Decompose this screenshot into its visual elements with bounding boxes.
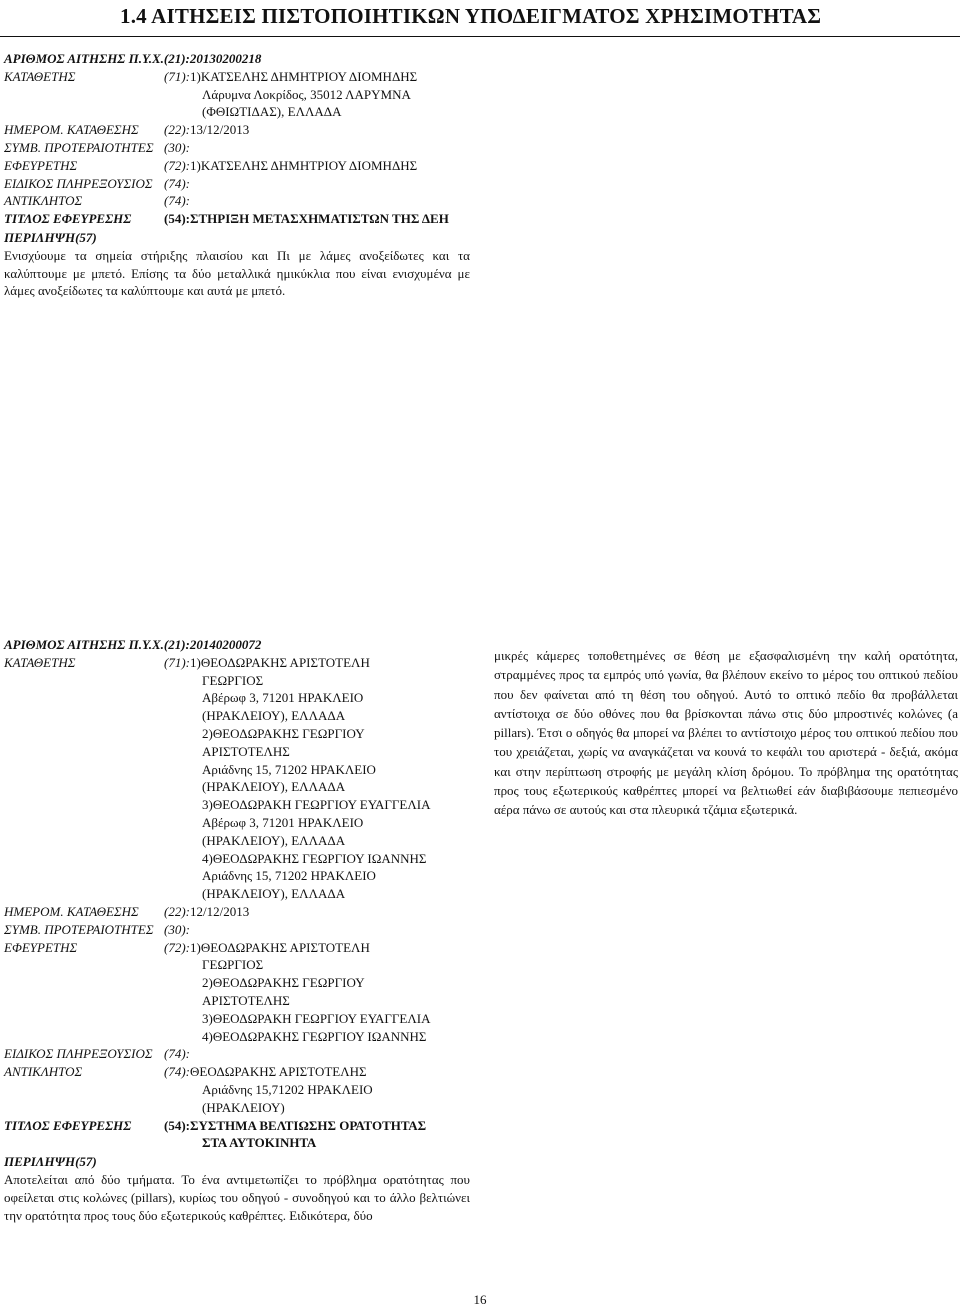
application-number: 20140200072 <box>189 637 262 652</box>
applicant-line: Αριάδνης 15, 71202 ΗΡΑΚΛΕΙΟ <box>202 868 376 884</box>
application-number-line <box>4 50 470 68</box>
representative-line: Αριάδνης 15,71202 ΗΡΑΚΛΕΙΟ <box>202 1081 373 1097</box>
applicant-line: 3)ΘΕΟΔΩΡΑΚΗ ΓΕΩΡΓΙΟΥ ΕΥΑΓΓΕΛΙΑ <box>202 797 431 813</box>
filing-date-row <box>4 121 470 139</box>
application-record-2 <box>4 636 470 1224</box>
inventor-line: ΑΡΙΣΤΟΤΕΛΗΣ <box>202 992 290 1008</box>
applicant-label: ΚΑΤΑΘΕΤΗΣ <box>4 654 76 670</box>
applicant-value <box>164 654 470 903</box>
representative-line: ΘΕΟΔΩΡΑΚΗΣ ΑΡΙΣΤΟΤΕΛΗΣ <box>190 1064 367 1080</box>
applicant-line: (ΗΡΑΚΛΕΙΟΥ), ΕΛΛΑΔΑ <box>202 832 346 848</box>
representative-code: (74): <box>164 1064 190 1080</box>
applicant-line: ΑΡΙΣΤΟΤΕΛΗΣ <box>202 743 290 759</box>
priorities-code: (30): <box>164 139 190 155</box>
inventor-label: ΕΦΕΥΡΕΤΗΣ <box>4 939 78 955</box>
priorities-row <box>4 921 470 939</box>
title-label: ΤΙΤΛΟΣ ΕΦΕΥΡΕΣΗΣ <box>4 211 132 227</box>
filing-date: 12/12/2013 <box>190 903 250 919</box>
inventor-row <box>4 939 470 1046</box>
applicant-line: Αβέρωφ 3, 71201 ΗΡΑΚΛΕΙΟ <box>202 690 364 706</box>
title-row <box>4 210 470 228</box>
representative-label: ΑΝΤΙΚΛΗΤΟΣ <box>4 1064 83 1080</box>
section-title: 1.4 ΑΙΤΗΣΕΙΣ ΠΙΣΤΟΠΟΙΗΤΙΚΩΝ ΥΠΟΔΕΙΓΜΑΤΟΣ ΧΡΗΣΙΜΟΤΗΤΑΣ <box>120 4 822 28</box>
abstract-label: ΠΕΡΙΛΗΨΗ(57) <box>4 229 97 245</box>
application-number: 20130200218 <box>189 51 262 66</box>
applicant-code: (71): <box>164 68 190 84</box>
invention-title: ΣΥΣΤΗΜΑ ΒΕΛΤΙΩΣΗΣ ΟΡΑΤΟΤΗΤΑΣ <box>190 1117 427 1133</box>
inventor-line: 1)ΚΑΤΣΕΛΗΣ ΔΗΜΗΤΡΙΟΥ ΔΙΟΜΗΔΗΣ <box>190 157 418 173</box>
applicant-line: (ΗΡΑΚΛΕΙΟΥ), ΕΛΛΑΔΑ <box>202 708 346 724</box>
applicant-line: (ΦΘΙΩΤΙΔΑΣ), ΕΛΛΑΔΑ <box>202 104 342 120</box>
agent-code: (74): <box>164 175 190 191</box>
inventor-label: ΕΦΕΥΡΕΤΗΣ <box>4 157 78 173</box>
filing-date-code: (22): <box>164 122 190 138</box>
applicant-line: 1)ΘΕΟΔΩΡΑΚΗΣ ΑΡΙΣΤΟΤΕΛΗ <box>190 654 370 670</box>
inventor-line: 3)ΘΕΟΔΩΡΑΚΗ ΓΕΩΡΓΙΟΥ ΕΥΑΓΓΕΛΙΑ <box>202 1010 431 1026</box>
abstract-text: Αποτελείται από δύο τμήματα. Το ένα αντιμετωπίζει το πρόβλημα ορατότητας που οφείλεται στις κολώνες (pillars), κυρίως του οδηγού - συνοδηγού και το άλλο βελτιώνει την ορατότητα προς τους δύο εξωτερικούς καθρέπτες. Ειδικότερα, δύο <box>4 1171 470 1223</box>
header-rule <box>0 36 960 37</box>
priorities-code: (30): <box>164 921 190 937</box>
applicant-row <box>4 68 470 121</box>
filing-date-code: (22): <box>164 903 190 919</box>
inventor-line: ΓΕΩΡΓΙΟΣ <box>202 957 264 973</box>
filing-date-row <box>4 903 470 921</box>
agent-code: (74): <box>164 1046 190 1062</box>
applicant-line: 4)ΘΕΟΔΩΡΑΚΗΣ ΓΕΩΡΓΙΟΥ ΙΩΑΝΝΗΣ <box>202 850 427 866</box>
inventor-code: (72): <box>164 157 190 173</box>
applicant-line: ΓΕΩΡΓΙΟΣ <box>202 672 264 688</box>
agent-label: ΕΙΔΙΚΟΣ ΠΛΗΡΕΞΟΥΣΙΟΣ <box>4 175 153 191</box>
application-number-line <box>4 636 470 654</box>
inventor-code: (72): <box>164 939 190 955</box>
title-row <box>4 1117 470 1153</box>
page-number: 16 <box>473 1292 487 1307</box>
application-number-label: ΑΡΙΘΜΟΣ ΑΙΤΗΣΗΣ Π.Υ.Χ.(21): <box>4 51 190 66</box>
inventor-row <box>4 157 470 175</box>
applicant-line: Λάρυμνα Λοκρίδος, 35012 ΛΑΡΥΜΝΑ <box>202 86 411 102</box>
representative-label: ΑΝΤΙΚΛΗΤΟΣ <box>4 193 83 209</box>
invention-title: ΣΤΗΡΙΞΗ ΜΕΤΑΣΧΗΜΑΤΙΣΤΩΝ ΤΗΣ ΔΕΗ <box>190 211 449 227</box>
representative-line: (ΗΡΑΚΛΕΙΟΥ) <box>202 1099 285 1115</box>
title-code: (54): <box>164 211 190 227</box>
agent-row <box>4 1045 470 1063</box>
inventor-line: 1)ΘΕΟΔΩΡΑΚΗΣ ΑΡΙΣΤΟΤΕΛΗ <box>190 939 370 955</box>
applicant-line: 1)ΚΑΤΣΕΛΗΣ ΔΗΜΗΤΡΙΟΥ ΔΙΟΜΗΔΗΣ <box>190 68 418 84</box>
applicant-line: 2)ΘΕΟΔΩΡΑΚΗΣ ΓΕΩΡΓΙΟΥ <box>202 725 365 741</box>
agent-label: ΕΙΔΙΚΟΣ ΠΛΗΡΕΞΟΥΣΙΟΣ <box>4 1046 153 1062</box>
filing-date: 13/12/2013 <box>190 122 250 138</box>
filing-date-label: ΗΜΕΡΟΜ. ΚΑΤΑΘΕΣΗΣ <box>4 903 139 919</box>
inventor-line: 2)ΘΕΟΔΩΡΑΚΗΣ ΓΕΩΡΓΙΟΥ <box>202 975 365 991</box>
title-label: ΤΙΤΛΟΣ ΕΦΕΥΡΕΣΗΣ <box>4 1117 132 1133</box>
abstract-continuation: μικρές κάμερες τοποθετημένες σε θέση με εξασφαλισμένη την καλή ορατότητα, στραμμένες προς τα εμπρός υπό γωνία, θα βλέπουν εκείνο το μέρος του οπτικού πεδίου που δεν φαίνεται από τη θέση του οδηγού. Αυτό το οπτικό πεδίο θα προβάλλεται αντίστοιχα σε δύο οθόνες που θα βρίσκονται πάνω στις δύο μπροστινές κολώνες (a pillars). Έτσι ο οδηγός θα μπορεί να βλέπει το αντίστοιχο μέρος του οπτικού πεδίου που του χρειάζεται, χωρίς να αναγκάζεται να κουνά το κεφάλι του αριστερά - δεξιά, ακόμα και στην περίπτωση στροφής με μεγάλη κλίση δρόμου. Το πρόβλημα της ορατότητας προς τους εξωτερικούς καθρέπτες μπορεί να βελτιωθεί εάν διαβιβάσουμε πεπιεσμένο αέρα πάνω σε αυτούς και στα πλευρικά τζάμια εξωτερικά. <box>494 648 958 818</box>
applicant-line: (ΗΡΑΚΛΕΙΟΥ), ΕΛΛΑΔΑ <box>202 779 346 795</box>
applicant-line: Αριάδνης 15, 71202 ΗΡΑΚΛΕΙΟ <box>202 761 376 777</box>
application-record-1 <box>4 50 470 300</box>
applicant-row <box>4 654 470 903</box>
abstract-label: ΠΕΡΙΛΗΨΗ(57) <box>4 1154 97 1170</box>
priorities-label: ΣΥΜΒ. ΠΡΟΤΕΡΑΙΟΤΗΤΕΣ <box>4 139 154 155</box>
title-code: (54): <box>164 1117 190 1133</box>
applicant-code: (71): <box>164 654 190 670</box>
applicant-line: (ΗΡΑΚΛΕΙΟΥ), ΕΛΛΑΔΑ <box>202 886 346 902</box>
agent-row <box>4 175 470 193</box>
representative-row <box>4 1063 470 1116</box>
applicant-label: ΚΑΤΑΘΕΤΗΣ <box>4 68 76 84</box>
representative-code: (74): <box>164 193 190 209</box>
application-number-label: ΑΡΙΘΜΟΣ ΑΙΤΗΣΗΣ Π.Υ.Χ.(21): <box>4 637 190 652</box>
invention-title: ΣΤΑ ΑΥΤΟΚΙΝΗΤΑ <box>202 1135 317 1151</box>
abstract-text: Ενισχύουμε τα σημεία στήριξης πλαισίου και Πι με λάμες ανοξείδωτες και τα καλύπτουμε με μπετό. Επίσης τα δύο μεταλλικά ημικύκλια που είναι ενισχυμένα με λάμες ανοξείδωτες τα καλύπτουμε και αυτά με μπετό. <box>4 247 470 299</box>
applicant-value <box>164 68 470 121</box>
applicant-line: Αβέρωφ 3, 71201 ΗΡΑΚΛΕΙΟ <box>202 814 364 830</box>
inventor-line: 4)ΘΕΟΔΩΡΑΚΗΣ ΓΕΩΡΓΙΟΥ ΙΩΑΝΝΗΣ <box>202 1028 427 1044</box>
priorities-row <box>4 139 470 157</box>
filing-date-label: ΗΜΕΡΟΜ. ΚΑΤΑΘΕΣΗΣ <box>4 122 139 138</box>
representative-row <box>4 192 470 210</box>
priorities-label: ΣΥΜΒ. ΠΡΟΤΕΡΑΙΟΤΗΤΕΣ <box>4 921 154 937</box>
